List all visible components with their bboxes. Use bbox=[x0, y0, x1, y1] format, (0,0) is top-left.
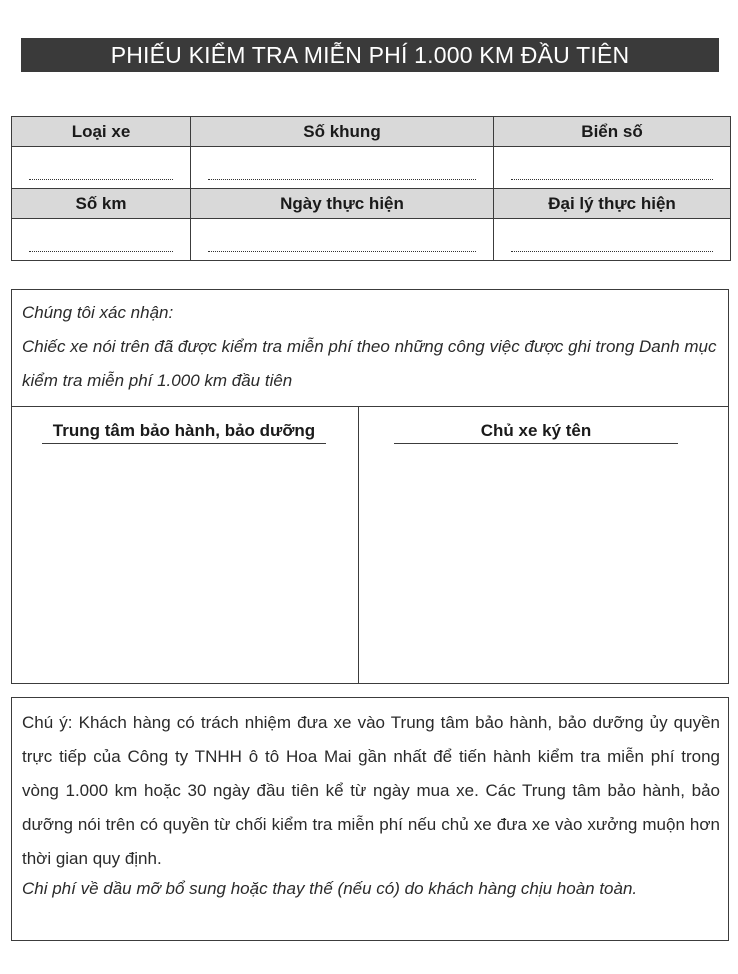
service-date-header: Ngày thực hiện bbox=[191, 189, 494, 219]
table-header-row bbox=[12, 117, 731, 147]
km-header: Số km bbox=[12, 189, 191, 219]
confirmation-box bbox=[11, 289, 729, 684]
vehicle-type-header: Loại xe bbox=[12, 117, 191, 147]
table-input-row bbox=[12, 147, 731, 189]
service-date-field[interactable] bbox=[191, 219, 494, 261]
confirmation-statement: Chiếc xe nói trên đã được kiểm tra miễn phí theo những công việc được ghi trong Danh mục kiểm tra miễn phí 1.000 km đầu tiên bbox=[22, 337, 717, 390]
owner-signature-label: Chủ xe ký tên bbox=[394, 421, 678, 444]
license-plate-field[interactable] bbox=[494, 147, 731, 189]
form-title: PHIẾU KIỂM TRA MIỄN PHÍ 1.000 KM ĐẦU TIÊN bbox=[21, 38, 719, 72]
dotted-line bbox=[511, 178, 713, 180]
confirmation-text-block bbox=[22, 296, 722, 398]
confirmation-heading: Chúng tôi xác nhận: bbox=[22, 303, 174, 322]
dealer-field[interactable] bbox=[494, 219, 731, 261]
chassis-number-header: Số khung bbox=[191, 117, 494, 147]
km-field[interactable] bbox=[12, 219, 191, 261]
dotted-line bbox=[29, 250, 173, 252]
dealer-header: Đại lý thực hiện bbox=[494, 189, 731, 219]
table-input-row bbox=[12, 219, 731, 261]
service-center-signature-label: Trung tâm bảo hành, bảo dưỡng bbox=[42, 421, 326, 444]
dotted-line bbox=[29, 178, 173, 180]
signature-grid bbox=[12, 406, 728, 684]
note-cost-text: Chi phí về dầu mỡ bổ sung hoặc thay thế (nếu có) do khách hàng chịu hoàn toàn. bbox=[22, 879, 638, 898]
dotted-line bbox=[208, 178, 476, 180]
note-text: Chú ý: Khách hàng có trách nhiệm đưa xe vào Trung tâm bảo hành, bảo dưỡng ủy quyền trực tiếp của Công ty TNHH ô tô Hoa Mai gần nhất để tiến hành kiểm tra miễn phí trong vòng 1.000 km hoặc 30 ngày đầu tiên kể từ ngày mua xe. Các Trung tâm bảo hành, bảo dưỡng nói trên có quyền từ chối kiểm tra miễn phí nếu chủ xe đưa xe vào xưởng muộn hơn thời gian quy định. bbox=[22, 713, 720, 868]
vehicle-info-table bbox=[11, 116, 731, 261]
dotted-line bbox=[511, 250, 713, 252]
vehicle-type-field[interactable] bbox=[12, 147, 191, 189]
dotted-line bbox=[208, 250, 476, 252]
table-header-row bbox=[12, 189, 731, 219]
note-box bbox=[11, 697, 729, 941]
license-plate-header: Biển số bbox=[494, 117, 731, 147]
chassis-number-field[interactable] bbox=[191, 147, 494, 189]
column-divider bbox=[358, 407, 359, 684]
